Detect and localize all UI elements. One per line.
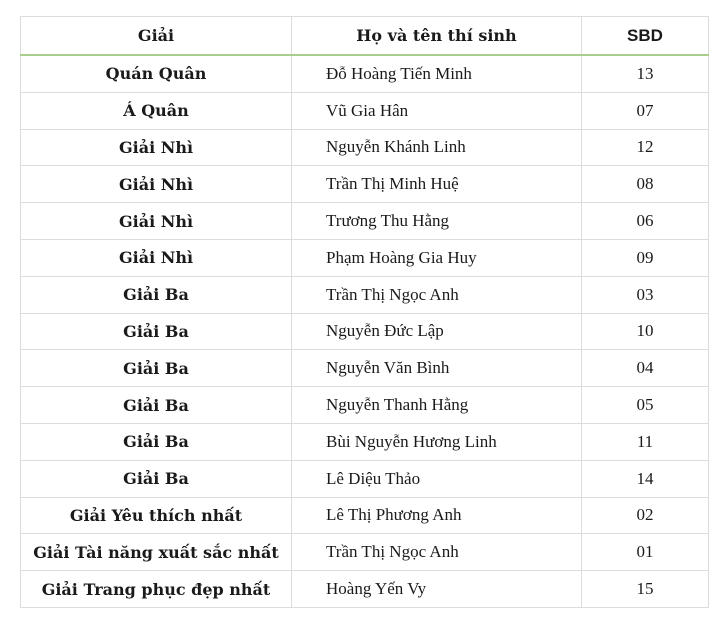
- table-row: [21, 55, 709, 92]
- sbd-cell: 14: [582, 460, 709, 497]
- header-prize: Giải: [21, 17, 292, 56]
- table-row: [21, 350, 709, 387]
- name-cell: Lê Thị Phương Anh: [292, 497, 582, 534]
- sbd-cell: 02: [582, 497, 709, 534]
- sbd-cell: 07: [582, 92, 709, 129]
- name-cell: Bùi Nguyễn Hương Linh: [292, 423, 582, 460]
- table-row: [21, 92, 709, 129]
- table-body: [21, 55, 709, 607]
- sbd-cell: 03: [582, 276, 709, 313]
- table-row: [21, 313, 709, 350]
- prize-cell: Giải Ba: [21, 350, 292, 387]
- name-cell: Nguyễn Khánh Linh: [292, 129, 582, 166]
- name-cell: Nguyễn Đức Lập: [292, 313, 582, 350]
- results-table: [20, 16, 709, 608]
- sbd-cell: 05: [582, 387, 709, 424]
- sbd-cell: 09: [582, 239, 709, 276]
- table-row: [21, 129, 709, 166]
- name-cell: Lê Diệu Thảo: [292, 460, 582, 497]
- prize-cell: Giải Nhì: [21, 203, 292, 240]
- prize-cell: Giải Nhì: [21, 239, 292, 276]
- table-row: [21, 203, 709, 240]
- table-row: [21, 571, 709, 608]
- sbd-cell: 08: [582, 166, 709, 203]
- sbd-cell: 01: [582, 534, 709, 571]
- name-cell: Hoàng Yến Vy: [292, 571, 582, 608]
- sbd-cell: 04: [582, 350, 709, 387]
- prize-cell: Giải Ba: [21, 423, 292, 460]
- name-cell: Đỗ Hoàng Tiến Minh: [292, 55, 582, 92]
- prize-cell: Giải Tài năng xuất sắc nhất: [21, 534, 292, 571]
- prize-cell: Giải Ba: [21, 460, 292, 497]
- header-sbd: SBD: [582, 17, 709, 56]
- sbd-cell: 15: [582, 571, 709, 608]
- sbd-cell: 13: [582, 55, 709, 92]
- name-cell: Trương Thu Hằng: [292, 203, 582, 240]
- table-row: [21, 497, 709, 534]
- name-cell: Phạm Hoàng Gia Huy: [292, 239, 582, 276]
- name-cell: Vũ Gia Hân: [292, 92, 582, 129]
- sbd-cell: 06: [582, 203, 709, 240]
- prize-cell: Giải Ba: [21, 387, 292, 424]
- sbd-cell: 11: [582, 423, 709, 460]
- prize-cell: Giải Trang phục đẹp nhất: [21, 571, 292, 608]
- name-cell: Trần Thị Ngọc Anh: [292, 276, 582, 313]
- table-row: [21, 239, 709, 276]
- prize-cell: Á Quân: [21, 92, 292, 129]
- name-cell: Trần Thị Ngọc Anh: [292, 534, 582, 571]
- prize-cell: Giải Nhì: [21, 129, 292, 166]
- prize-cell: Giải Ba: [21, 276, 292, 313]
- table-row: [21, 460, 709, 497]
- table-row: [21, 534, 709, 571]
- name-cell: Trần Thị Minh Huệ: [292, 166, 582, 203]
- sbd-cell: 10: [582, 313, 709, 350]
- prize-cell: Giải Yêu thích nhất: [21, 497, 292, 534]
- sbd-cell: 12: [582, 129, 709, 166]
- name-cell: Nguyễn Văn Bình: [292, 350, 582, 387]
- prize-cell: Giải Ba: [21, 313, 292, 350]
- header-name: Họ và tên thí sinh: [292, 17, 582, 56]
- table-row: [21, 423, 709, 460]
- name-cell: Nguyễn Thanh Hằng: [292, 387, 582, 424]
- prize-cell: Quán Quân: [21, 55, 292, 92]
- header-row: [21, 17, 709, 56]
- prize-cell: Giải Nhì: [21, 166, 292, 203]
- table-row: [21, 276, 709, 313]
- table-row: [21, 387, 709, 424]
- table-row: [21, 166, 709, 203]
- table-header: [21, 17, 709, 56]
